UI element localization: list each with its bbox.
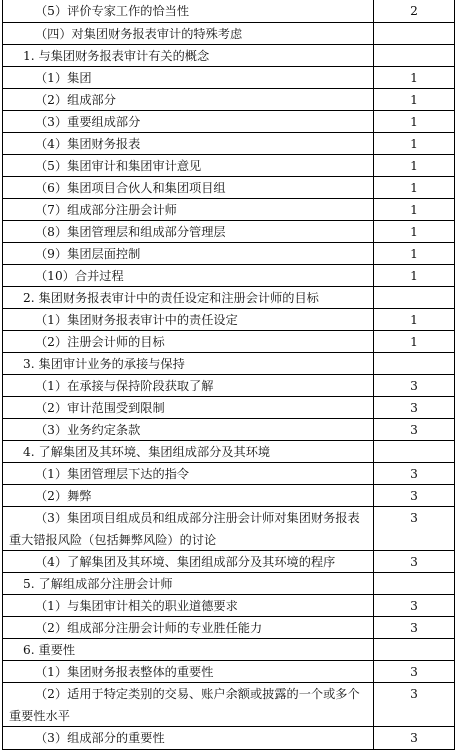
table-row xyxy=(3,330,454,352)
row-value: 1 xyxy=(410,247,418,261)
row-value: 1 xyxy=(410,93,418,107)
row-text: （6）集团项目合伙人和集团项目组 xyxy=(35,181,226,195)
table-row xyxy=(3,286,454,308)
table-row xyxy=(3,418,454,440)
row-text: 3. 集团审计业务的承接与保持 xyxy=(23,357,185,371)
row-value: 3 xyxy=(410,599,418,613)
table-row xyxy=(3,88,454,110)
table-row xyxy=(3,638,454,660)
row-text: （7）组成部分注册会计师 xyxy=(35,203,177,217)
row-text: （2）审计范围受到限制 xyxy=(35,401,165,415)
table-row xyxy=(3,66,454,88)
row-value: 3 xyxy=(410,687,418,701)
row-value: 3 xyxy=(410,665,418,679)
row-value: 1 xyxy=(410,225,418,239)
row-value: 3 xyxy=(410,401,418,415)
row-value: 3 xyxy=(410,511,418,525)
row-value: 1 xyxy=(410,71,418,85)
row-text: （2）组成部分注册会计师的专业胜任能力 xyxy=(35,621,263,635)
table-row xyxy=(3,550,454,572)
row-value: 1 xyxy=(410,313,418,327)
row-value: 1 xyxy=(410,335,418,349)
row-text: （3）重要组成部分 xyxy=(35,115,141,129)
row-value: 3 xyxy=(410,621,418,635)
row-text: （1）在承接与保持阶段获取了解 xyxy=(35,379,214,393)
table-row xyxy=(3,440,454,462)
row-text: 4. 了解集团及其环境、集团组成部分及其环境 xyxy=(23,445,271,459)
row-text: （四）对集团财务报表审计的特殊考虑 xyxy=(35,27,243,41)
table-row xyxy=(3,154,454,176)
table-row xyxy=(3,264,454,286)
table-row xyxy=(3,352,454,374)
table-row xyxy=(3,726,454,748)
row-text: （9）集团层面控制 xyxy=(35,247,141,261)
table-row xyxy=(3,220,454,242)
row-text: （1）集团财务报表整体的重要性 xyxy=(35,665,214,679)
table-row xyxy=(3,506,454,550)
row-text: （2）适用于特定类别的交易、账户余额或披露的一个或多个重要性水平 xyxy=(9,687,360,723)
row-text: 6. 重要性 xyxy=(23,643,76,657)
row-text: 2. 集团财务报表审计中的责任设定和注册会计师的目标 xyxy=(23,291,319,305)
row-text: （3）组成部分的重要性 xyxy=(35,731,165,745)
table-row xyxy=(3,308,454,330)
row-text: （10）合并过程 xyxy=(35,269,124,283)
row-text: （5）集团审计和集团审计意见 xyxy=(35,159,202,173)
table-row xyxy=(3,572,454,594)
table-row xyxy=(3,682,454,726)
row-text: （1）集团 xyxy=(35,71,92,85)
row-value: 3 xyxy=(410,731,418,745)
table-row xyxy=(3,594,454,616)
row-text: （3）业务约定条款 xyxy=(35,423,141,437)
row-text: （2）舞弊 xyxy=(35,489,92,503)
table-row xyxy=(3,22,454,44)
row-text: 5. 了解组成部分注册会计师 xyxy=(23,577,173,591)
table-row xyxy=(3,0,454,22)
table-row xyxy=(3,616,454,638)
table-row xyxy=(3,176,454,198)
table-row xyxy=(3,44,454,66)
table-row xyxy=(3,242,454,264)
row-value: 1 xyxy=(410,159,418,173)
table-row xyxy=(3,396,454,418)
row-value: 3 xyxy=(410,489,418,503)
row-text: （1）与集团审计相关的职业道德要求 xyxy=(35,599,238,613)
table-row xyxy=(3,198,454,220)
row-value: 3 xyxy=(410,555,418,569)
row-value: 3 xyxy=(410,467,418,481)
row-text: （1）集团财务报表审计中的责任设定 xyxy=(35,313,238,327)
row-text: （1）集团管理层下达的指令 xyxy=(35,467,190,481)
row-value: 3 xyxy=(410,423,418,437)
row-value: 1 xyxy=(410,203,418,217)
row-value: 1 xyxy=(410,115,418,129)
table-row xyxy=(3,132,454,154)
row-text: （4）了解集团及其环境、集团组成部分及其环境的程序 xyxy=(35,555,336,569)
row-value: 1 xyxy=(410,269,418,283)
table-row xyxy=(3,462,454,484)
table-row xyxy=(3,374,454,396)
table-row xyxy=(3,484,454,506)
row-value: 1 xyxy=(410,137,418,151)
table-row xyxy=(3,110,454,132)
row-value: 3 xyxy=(410,379,418,393)
row-text: （5）评价专家工作的恰当性 xyxy=(35,4,190,18)
table-row xyxy=(3,660,454,682)
row-text: 1. 与集团财务报表审计有关的概念 xyxy=(23,49,210,63)
syllabus-table xyxy=(2,0,455,750)
row-text: （2）注册会计师的目标 xyxy=(35,335,165,349)
row-value: 1 xyxy=(410,181,418,195)
row-text: （3）集团项目组成员和组成部分注册会计师对集团财务报表重大错报风险（包括舞弊风险）的讨论 xyxy=(9,511,360,547)
row-text: （4）集团财务报表 xyxy=(35,137,141,151)
row-text: （2）组成部分 xyxy=(35,93,116,107)
row-value: 2 xyxy=(410,4,418,18)
row-text: （8）集团管理层和组成部分管理层 xyxy=(35,225,226,239)
